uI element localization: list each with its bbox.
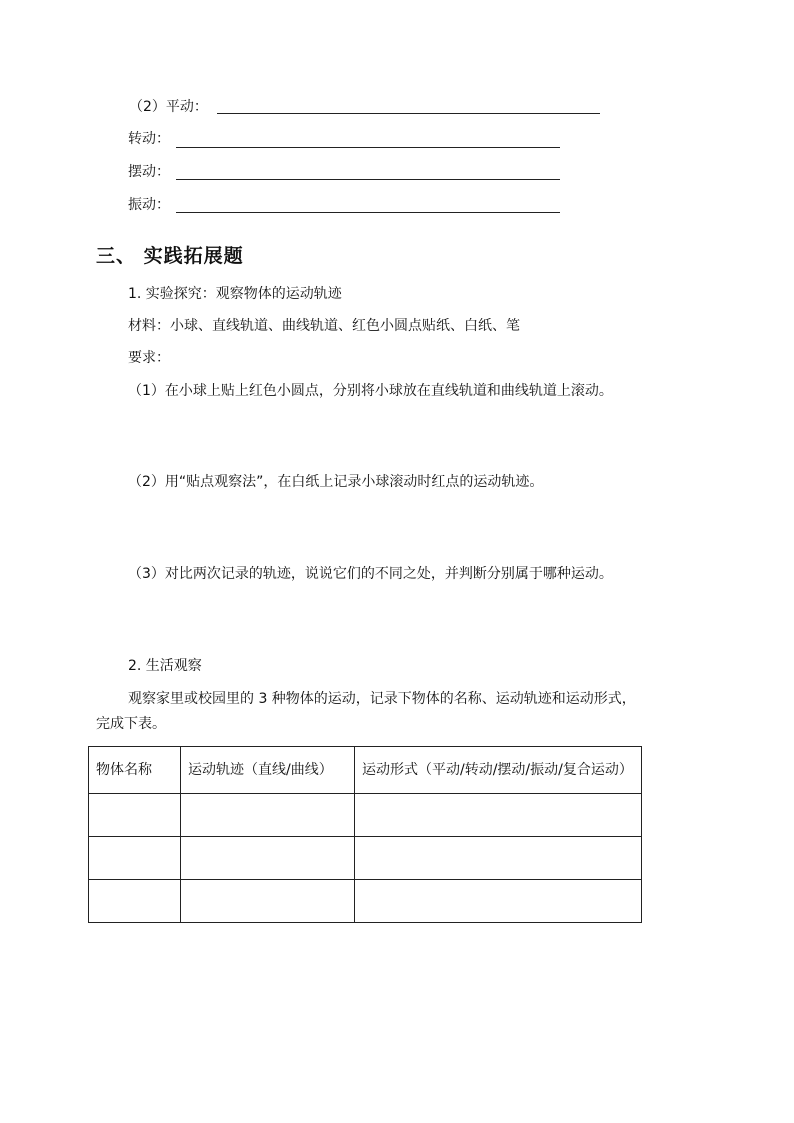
item1-title: 1. 实验探究：观察物体的运动轨迹 xyxy=(128,286,342,302)
header-object-name: 物体名称 xyxy=(89,747,181,794)
q2-pingdong-blank[interactable] xyxy=(217,113,600,114)
item1-step-3: （3）对比两次记录的轨迹，说说它们的不同之处，并判断分别属于哪种运动。 xyxy=(128,566,613,582)
section-heading: 三、 实践拓展题 xyxy=(96,245,244,267)
cell-object-name[interactable] xyxy=(89,880,181,923)
q2-pingdong-label: （2）平动： xyxy=(129,99,208,115)
item1-materials: 材料：小球、直线轨道、曲线轨道、红色小圆点贴纸、白纸、笔 xyxy=(128,318,520,334)
cell-object-name[interactable] xyxy=(89,794,181,837)
cell-motion-form[interactable] xyxy=(355,794,642,837)
cell-trajectory[interactable] xyxy=(181,794,355,837)
cell-trajectory[interactable] xyxy=(181,837,355,880)
table-header-row xyxy=(89,747,642,794)
item2-title: 2. 生活观察 xyxy=(128,658,202,674)
q2-zhendong-label: 振动： xyxy=(128,197,170,213)
table-row xyxy=(89,794,642,837)
item1-step-1: （1）在小球上贴上红色小圆点，分别将小球放在直线轨道和曲线轨道上滚动。 xyxy=(128,383,613,399)
item2-instruction-line2: 完成下表。 xyxy=(96,716,166,732)
header-motion-form: 运动形式（平动/转动/摆动/振动/复合运动） xyxy=(355,747,642,794)
q2-baidong-label: 摆动： xyxy=(128,164,170,180)
item2-instruction-line1: 观察家里或校园里的 3 种物体的运动，记录下物体的名称、运动轨迹和运动形式， xyxy=(128,691,636,707)
q2-baidong-blank[interactable] xyxy=(176,179,560,180)
observation-table xyxy=(88,746,642,923)
cell-motion-form[interactable] xyxy=(355,837,642,880)
cell-object-name[interactable] xyxy=(89,837,181,880)
cell-motion-form[interactable] xyxy=(355,880,642,923)
header-trajectory: 运动轨迹（直线/曲线） xyxy=(181,747,355,794)
item1-step-2: （2）用“贴点观察法”，在白纸上记录小球滚动时红点的运动轨迹。 xyxy=(128,474,544,490)
table-row xyxy=(89,880,642,923)
q2-zhendong-blank[interactable] xyxy=(176,212,560,213)
cell-trajectory[interactable] xyxy=(181,880,355,923)
item1-requirement-label: 要求： xyxy=(128,350,170,366)
q2-zhuandong-label: 转动： xyxy=(128,131,170,147)
table-row xyxy=(89,837,642,880)
q2-zhuandong-blank[interactable] xyxy=(176,147,560,148)
